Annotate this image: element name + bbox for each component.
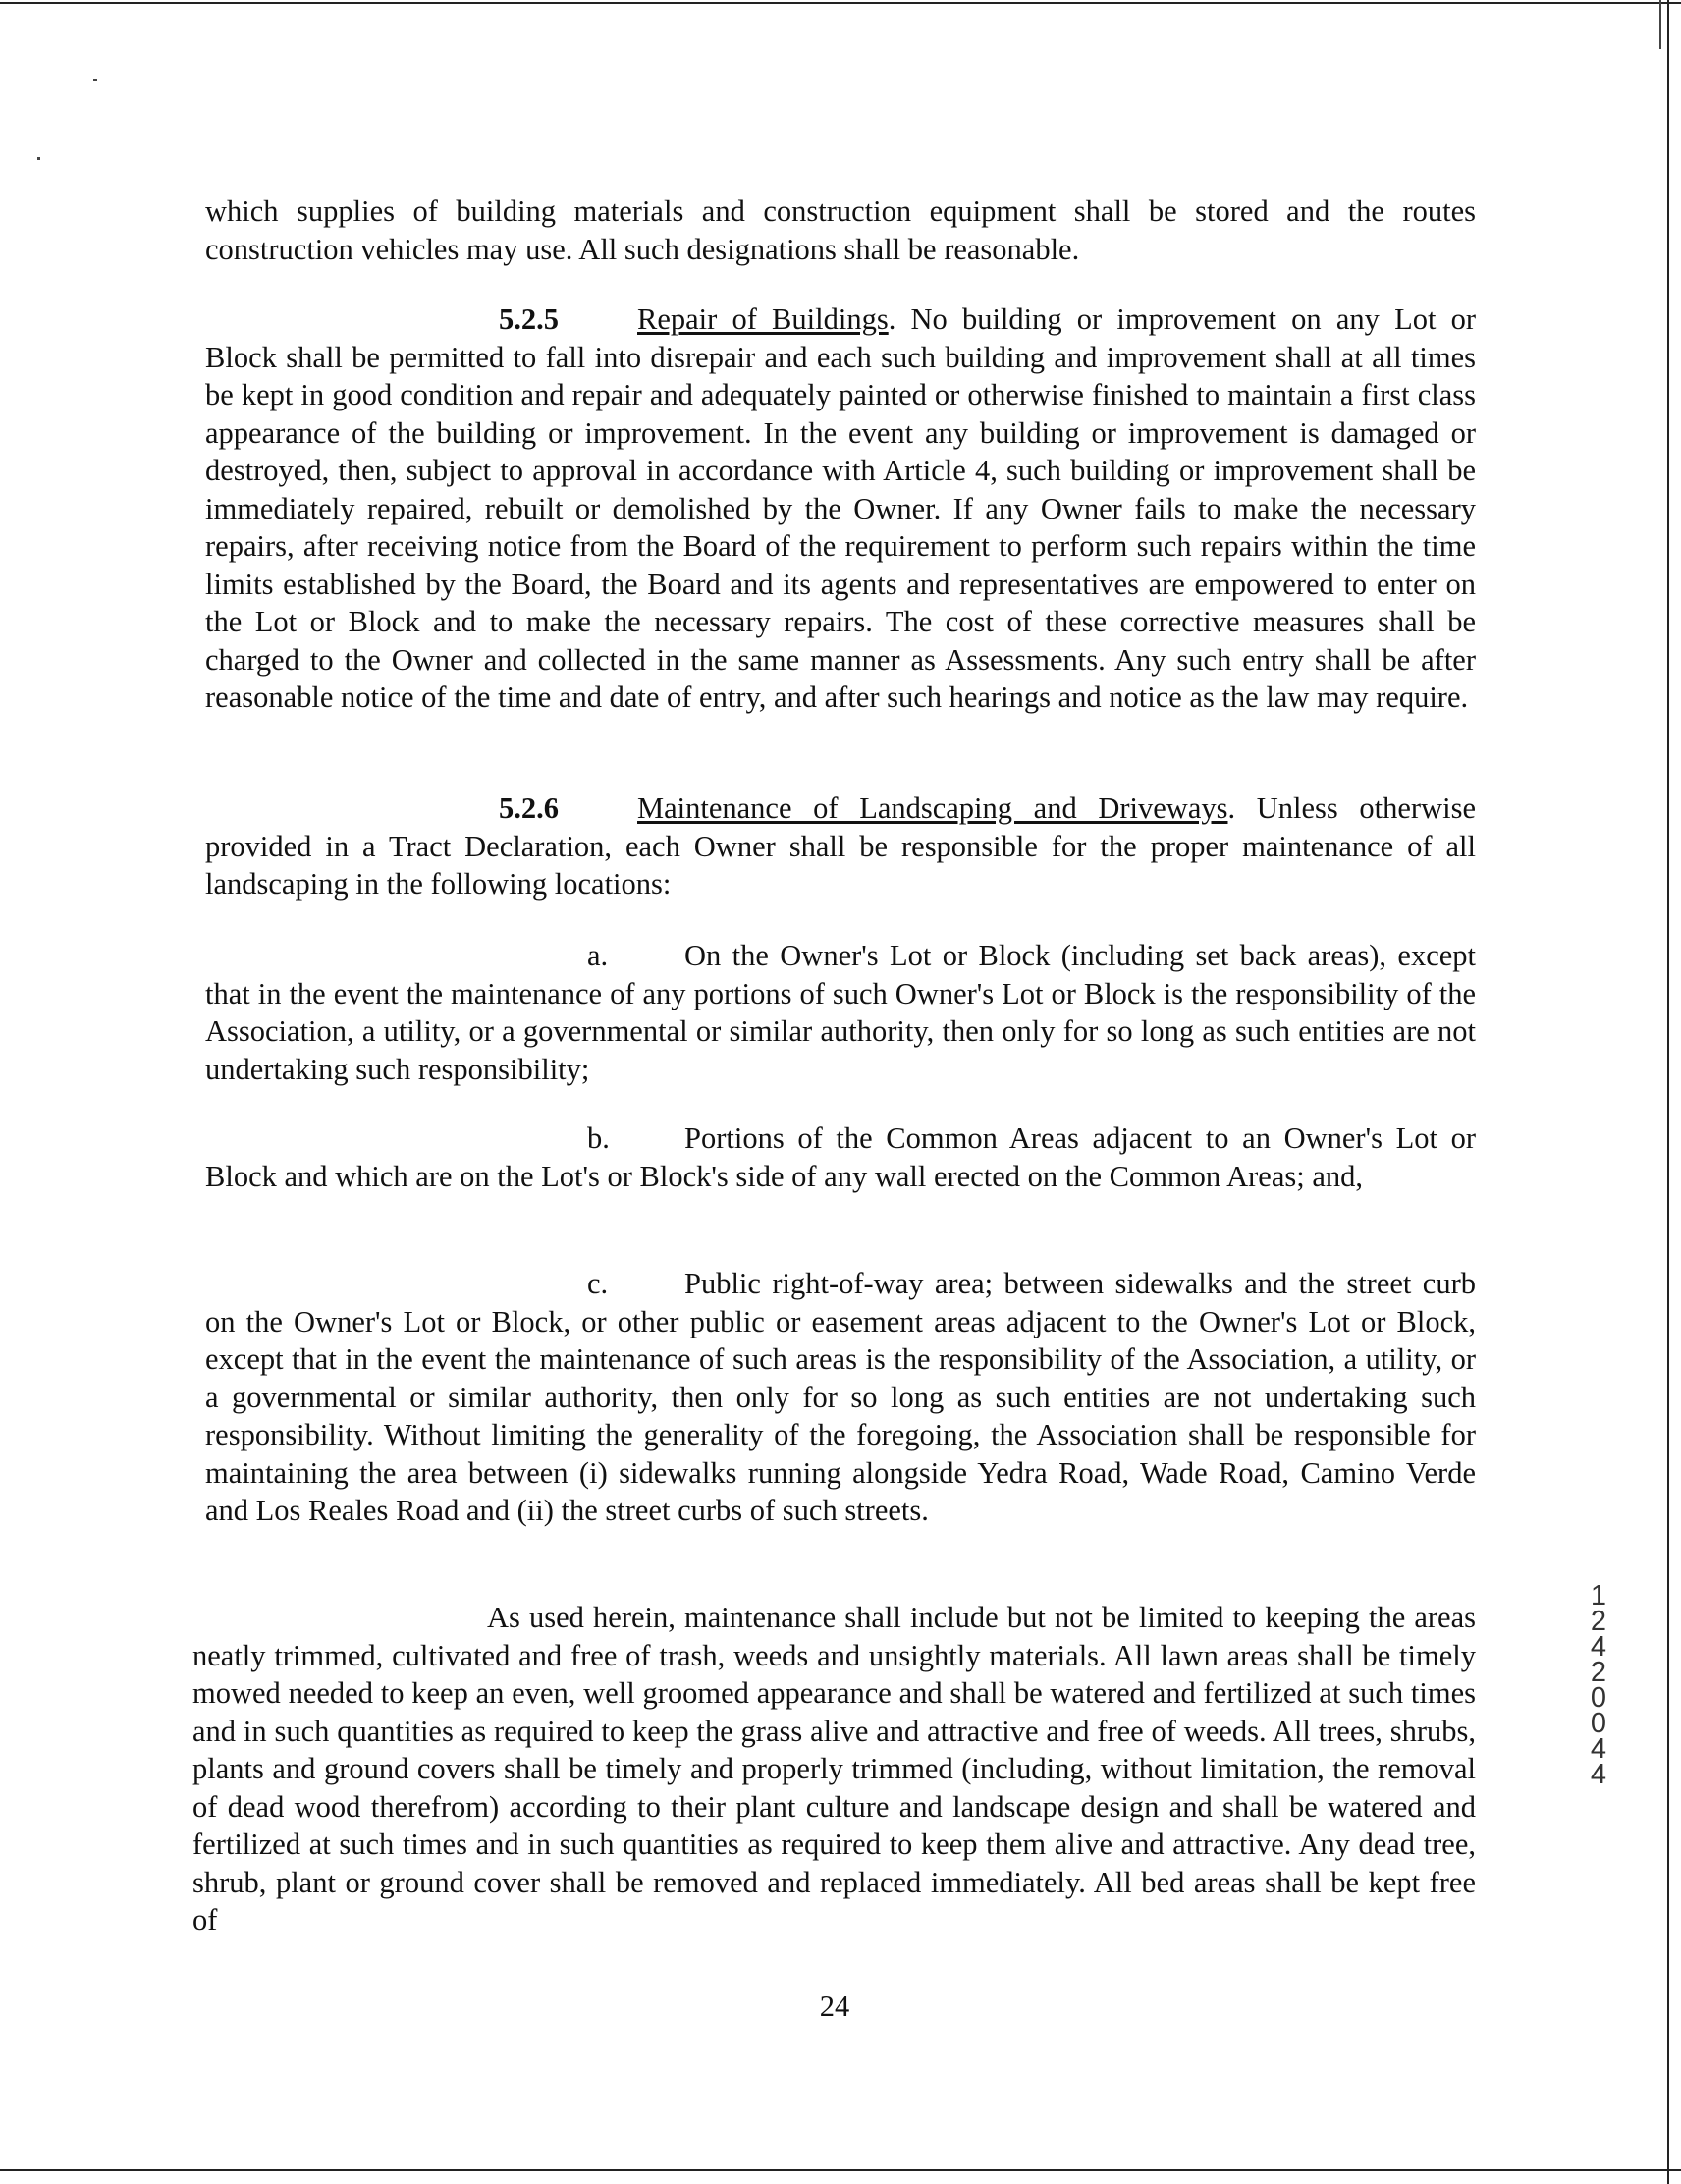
scan-speck (37, 157, 40, 160)
section-heading: Repair of Buildings (637, 302, 889, 336)
scan-border-top (0, 2, 1681, 4)
list-item (205, 1119, 1476, 1195)
list-item (205, 937, 1476, 1088)
scan-border-right (1667, 0, 1669, 2184)
section-body: . Unless otherwise provided in a Tract Declaration, each Owner shall be responsible for the proper maintenance of all landscaping in the following locations: (205, 792, 1476, 901)
intro-text: which supplies of building materials and construction equipment shall be stored and the routes construction vehicles may use. All such designations shall be reasonable. (205, 194, 1476, 266)
section-heading: Maintenance of Landscaping and Driveways (637, 792, 1228, 825)
maintenance-paragraph (192, 1599, 1476, 1939)
list-item-text: Public right-of-way area; between sidewalks and the street curb on the Owner's Lot or Block, or other public or easement areas adjacent to the Owner's Lot or Block, except that in the event the maintenance of such areas is the responsibility of the Association, a utility, or a governmental or similar authority, then only for so long as such entities are not undertaking such responsibility. Without limiting the generality of the foregoing, the Association shall be responsible for maintaining the area between (i) sidewalks running alongside Yedra Road, Wade Road, Camino Verde and Los Reales Road and (ii) the street curbs of such streets. (205, 1267, 1476, 1527)
stamp-digit: 0 (1590, 1682, 1607, 1714)
scan-border-bottom (0, 2169, 1681, 2171)
stamp-digit: 4 (1590, 1759, 1607, 1790)
stamp-digit: 4 (1590, 1733, 1607, 1765)
stamp-digit: 4 (1590, 1631, 1607, 1663)
section-5-2-5 (205, 300, 1476, 717)
list-item-text: On the Owner's Lot or Block (including set back areas), except that in the event the maintenance of any portions of such Owner's Lot or Block is the responsibility of the Association, a utility, or a governmental or similar authority, then only for so long as such entities are not undertaking such responsibility; (205, 939, 1476, 1086)
scan-mark (1659, 0, 1661, 49)
list-item (205, 1265, 1476, 1530)
list-item-text: Portions of the Common Areas adjacent to an Owner's Lot or Block and which are on the Lot's or Block's side of any wall erected on the Common Areas; and, (205, 1121, 1476, 1193)
section-number: 5.2.5 (499, 302, 559, 336)
stamp-digit: 0 (1590, 1708, 1607, 1739)
scan-speck (93, 79, 97, 81)
section-5-2-6 (205, 790, 1476, 903)
intro-paragraph (205, 192, 1476, 268)
list-item-letter: a. (587, 939, 609, 972)
section-number: 5.2.6 (499, 792, 559, 825)
page-number: 24 (819, 1990, 850, 2023)
stamp-digit: 1 (1590, 1580, 1607, 1611)
stamp-digit: 2 (1590, 1657, 1607, 1688)
section-body: . No building or improvement on any Lot or Block shall be permitted to fall into disrepair and each such building and improvement shall at all times be kept in good condition and repair and adequately painted or otherwise finished to maintain a first class appearance of the building or improvement. In the event any building or improvement is damaged or destroyed, then, subject to approval in accordance with Article 4, such building or improvement shall be immediately repaired, rebuilt or demolished by the Owner. If any Owner fails to make the necessary repairs, after receiving notice from the Board of the requirement to perform such repairs within the time limits established by the Board, the Board and its agents and representatives are empowered to enter on the Lot or Block and to make the necessary repairs. The cost of these corrective measures shall be charged to the Owner and collected in the same manner as Assessments. Any such entry shall be after reasonable notice of the time and date of entry, and after such hearings and notice as the law may require. (205, 302, 1477, 714)
stamp-digit: 2 (1590, 1606, 1607, 1637)
maintenance-text: As used herein, maintenance shall include but not be limited to keeping the areas neatly trimmed, cultivated and free of trash, weeds and unsightly materials. All lawn areas shall be timely mowed needed to keep an even, well groomed appearance and shall be watered and fertilized at such times and in such quantities as required to keep the grass alive and attractive and free of weeds. All trees, shrubs, plants and ground covers shall be timely and properly trimmed (including, without limitation, the removal of dead wood therefrom) according to their plant culture and landscape design and shall be watered and fertilized at such times and in such quantities as required to keep them alive and attractive. Any dead tree, shrub, plant or ground cover shall be removed and replaced immediately. All bed areas shall be kept free of (192, 1601, 1476, 1937)
recording-stamp (1584, 1580, 1613, 1790)
list-item-letter: c. (587, 1267, 609, 1300)
list-item-letter: b. (587, 1121, 610, 1155)
